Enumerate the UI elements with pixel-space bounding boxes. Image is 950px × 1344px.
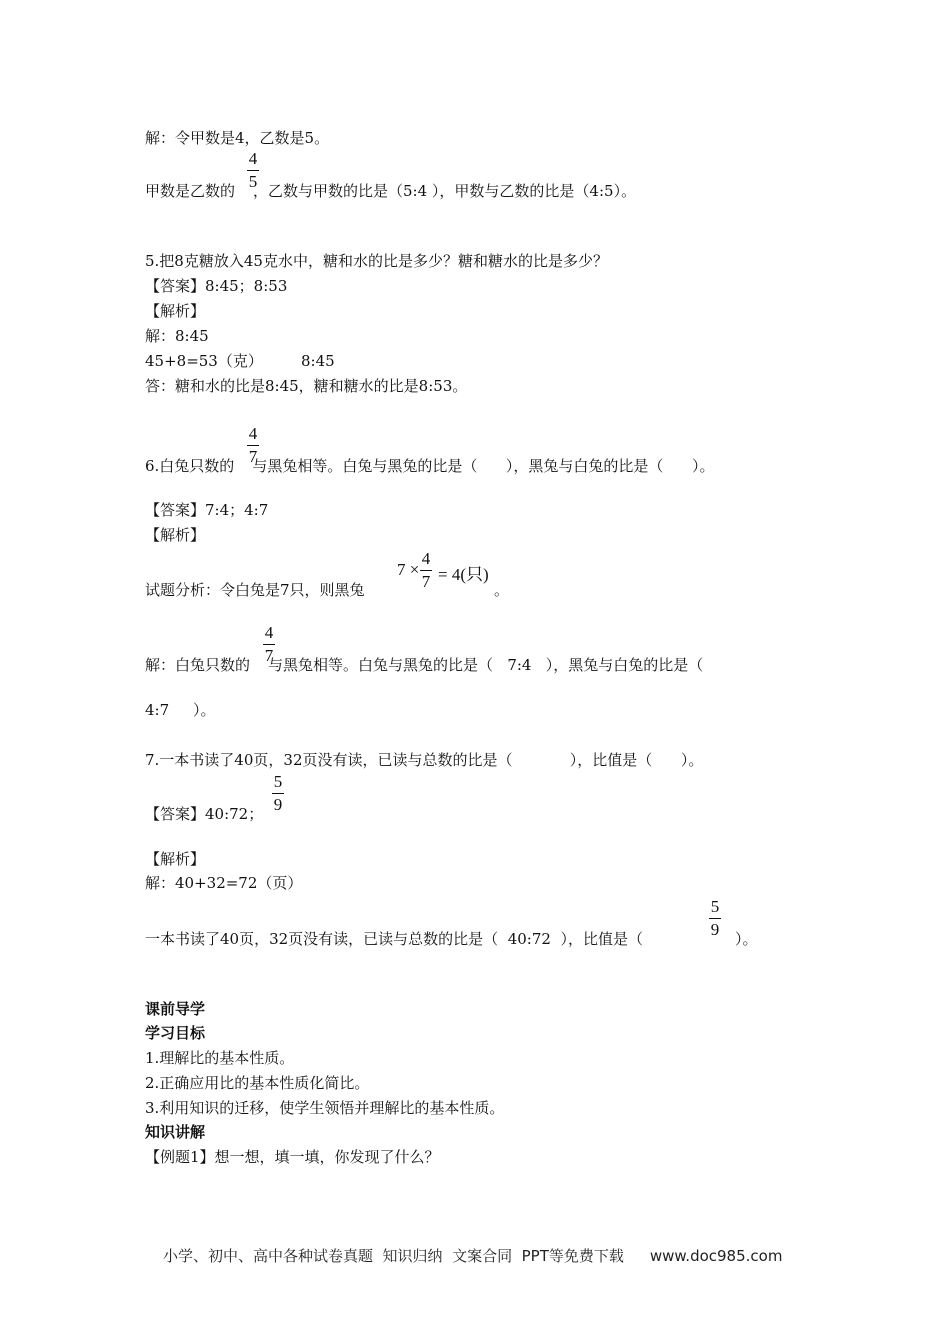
q6-answer: 【答案】7:4；4:7 [145, 501, 269, 519]
q4-text-before: 甲数是乙数的 [145, 182, 236, 200]
q4-text-after: ，乙数与甲数的比是（5:4 ），甲数与乙数的比是（4:5）。 [253, 182, 637, 200]
q7-line2: 一本书读了40页，32页没有读，已读与总数的比是（ 40:72 ），比值是（ [145, 930, 643, 948]
goal-item: 2.正确应用比的基本性质化简比。 [145, 1074, 370, 1092]
q4-fraction-den: 5 [248, 172, 258, 191]
q6-fraction-num: 4 [248, 424, 258, 443]
fraction-bar [247, 445, 259, 446]
q4-fraction-num: 4 [248, 149, 258, 168]
footer-text: 小学、初中、高中各种试卷真题 知识归纳 文案合同 PPT等免费下载 [163, 1247, 624, 1265]
fraction-bar [272, 793, 284, 794]
q4-ratio-line [145, 181, 636, 201]
q7-answer: 【答案】40:72； [145, 805, 264, 823]
goal-item: 1.理解比的基本性质。 [145, 1049, 295, 1067]
q7-analysis-label: 【解析】 [145, 850, 206, 868]
q6-analysis-label: 【解析】 [145, 526, 206, 544]
fraction-bar [247, 170, 259, 171]
q7-line2-end: ）。 [735, 930, 758, 948]
q6-solution [145, 655, 703, 675]
q6-question [145, 456, 715, 476]
q4-solution: 解：令甲数是4，乙数是5。 [145, 129, 330, 147]
fraction-bar [709, 918, 721, 919]
fraction-bar [263, 644, 275, 645]
q6-equation-right: = 4(只) [438, 565, 489, 584]
q5-line1: 解：8:45 [145, 327, 209, 345]
q6-eq-frac-den: 7 [421, 572, 431, 591]
q5-line2: 45+8=53（克） 8:45 [145, 352, 335, 370]
example-1: 【例题1】想一想，填一填，你发现了什么？ [145, 1148, 440, 1166]
q7-ans-frac-num: 5 [273, 772, 283, 791]
q7-question: 7.一本书读了40页，32页没有读，已读与总数的比是（ ），比值是（ ）。 [145, 751, 704, 769]
footer [163, 1245, 782, 1266]
q5-answer: 【答案】8:45；8:53 [145, 277, 288, 295]
q7-answer-fraction [272, 773, 284, 814]
q6-analysis-text: 试题分析：令白兔是7只，则黑兔 [145, 581, 365, 599]
q7-solution-fraction [709, 898, 721, 939]
q6-q-after: 与黑兔相等。白兔与黑兔的比是（ ），黑兔与白兔的比是（ ）。 [252, 457, 715, 475]
q6-equation-left: 7 × [397, 560, 420, 579]
q7-ans-frac-den: 9 [273, 795, 283, 814]
footer-url[interactable]: www.doc985.com [649, 1247, 783, 1265]
q6-equation-fraction [420, 550, 432, 591]
q7-sol-frac-num: 5 [710, 897, 720, 916]
q6-equation-end: 。 [494, 581, 510, 599]
q5-line3: 答：糖和水的比是8:45，糖和糖水的比是8:53。 [145, 377, 468, 395]
q6-sol-after: 与黑兔相等。白兔与黑兔的比是（ 7:4 ），黑兔与白兔的比是（ [268, 656, 704, 674]
guide-heading: 课前导学 [145, 1000, 206, 1018]
q6-solution-cont: 4:7 ）。 [145, 701, 216, 719]
q6-sol-before: 解：白兔只数的 [145, 656, 251, 674]
q6-sol-frac-num: 4 [264, 623, 274, 642]
fraction-bar [420, 570, 432, 571]
q6-fraction-den: 7 [248, 447, 258, 466]
q5-question: 5.把8克糖放入45克水中，糖和水的比是多少？糖和糖水的比是多少？ [145, 252, 608, 270]
q5-analysis-label: 【解析】 [145, 302, 206, 320]
q7-sol-frac-den: 9 [710, 920, 720, 939]
knowledge-heading: 知识讲解 [145, 1123, 206, 1141]
q6-q-before: 6.白兔只数的 [145, 457, 235, 475]
q7-line1: 解：40+32=72（页） [145, 874, 303, 892]
goal-item: 3.利用知识的迁移，使学生领悟并理解比的基本性质。 [145, 1099, 505, 1117]
q6-sol-frac-den: 7 [264, 646, 274, 665]
q6-eq-frac-num: 4 [421, 549, 431, 568]
goals-heading: 学习目标 [145, 1024, 206, 1042]
